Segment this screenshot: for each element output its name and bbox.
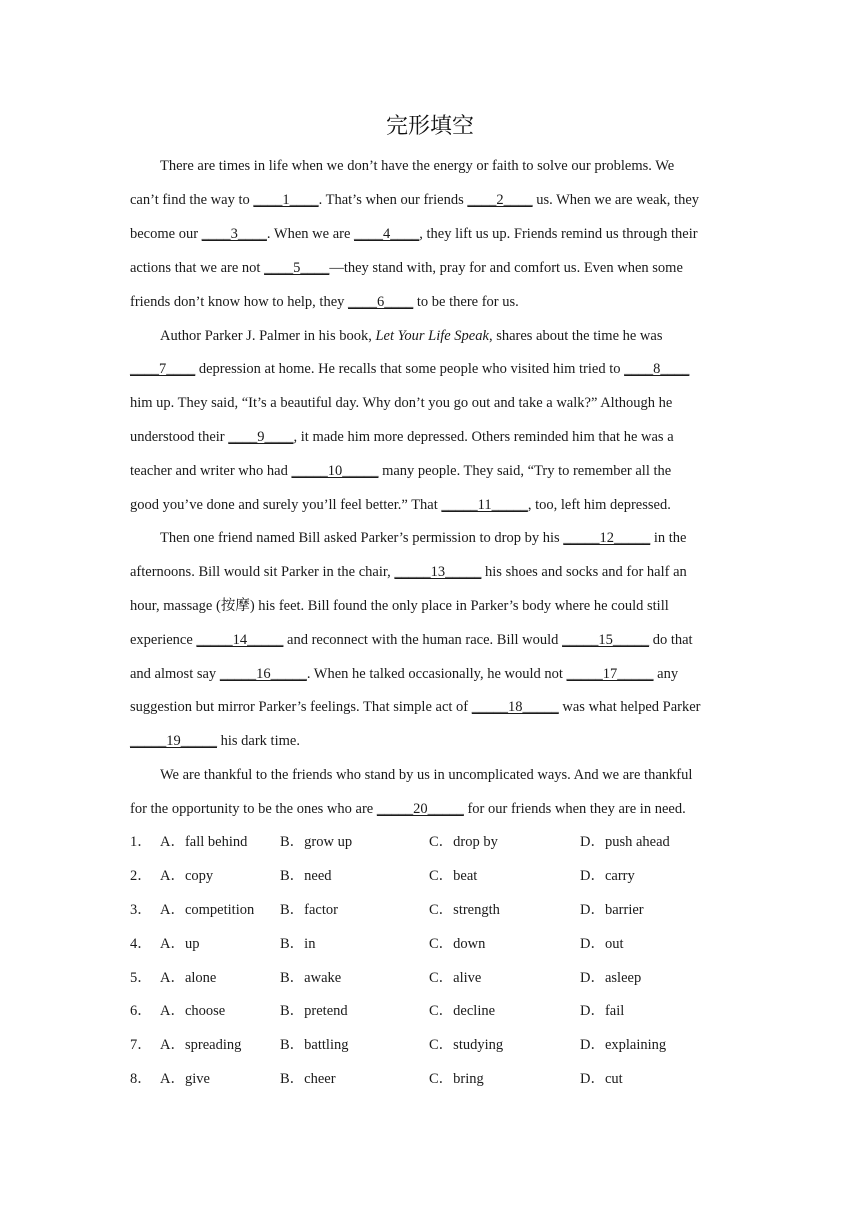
option-d[interactable]: D．carry (580, 868, 635, 884)
blank-19: _____19_____ (130, 733, 217, 749)
option-a[interactable]: 2． A．copy (130, 868, 214, 884)
passage-line: ____7____ depression at home. He recalls that some people who visited him tried to ____8____ (130, 361, 690, 377)
passage-line: become our ____3____. When we are ____4____, they lift us up. Friends remind us through their (130, 226, 698, 242)
passage-line: _____19_____ his dark time. (130, 733, 300, 749)
passage-line: hour, massage (按摩) his feet. Bill found the only place in Parker’s body where he could still (130, 598, 669, 614)
question-options (130, 1068, 730, 1090)
passage-line: teacher and writer who had _____10_____ many people. They said, “Try to remember all the (130, 463, 672, 479)
blank-15: _____15_____ (562, 632, 650, 648)
question-options (130, 899, 730, 921)
blank-3: ____3____ (201, 226, 267, 242)
passage-line: Author Parker J. Palmer in his book, Let Your Life Speak, shares about the time he was (160, 328, 663, 344)
option-b[interactable]: B．grow up (280, 834, 353, 850)
passage-line: afternoons. Bill would sit Parker in the chair, _____13_____ his shoes and socks and for half an (130, 564, 687, 580)
option-b[interactable]: B．pretend (280, 1003, 348, 1019)
option-a[interactable]: 4． A．up (130, 936, 200, 952)
question-options (130, 1000, 730, 1022)
option-b[interactable]: B．in (280, 936, 316, 952)
page-title: 完形填空 (385, 114, 474, 139)
blank-8: ____8____ (624, 361, 690, 377)
option-a[interactable]: 1． A．fall behind (130, 834, 248, 850)
blank-1: ____1____ (253, 192, 319, 208)
option-d[interactable]: D．fail (580, 1003, 625, 1019)
blank-9: ____9____ (228, 429, 294, 445)
blank-13: _____13_____ (394, 564, 482, 580)
passage-line: can’t find the way to ____1____. That’s when our friends ____2____ us. When we are weak, they (130, 192, 700, 208)
book-title: Let Your Life Speak (375, 328, 489, 344)
blank-4: ____4____ (354, 226, 420, 242)
option-a[interactable]: 3． A．competition (130, 902, 255, 918)
question-options (130, 933, 730, 955)
passage-line: understood their ____9____, it made him more depressed. Others reminded him that he was a (130, 429, 674, 445)
passage-line: good you’ve done and surely you’ll feel better.” That _____11_____, too, left him depressed. (130, 497, 671, 513)
passage-line: There are times in life when we don’t have the energy or faith to solve our problems. We (160, 158, 675, 174)
option-d[interactable]: D．out (580, 936, 624, 952)
option-a[interactable]: 5． A．alone (130, 970, 217, 986)
option-d[interactable]: D．asleep (580, 970, 642, 986)
option-c[interactable]: C．decline (429, 1003, 496, 1019)
option-d[interactable]: D．barrier (580, 902, 644, 918)
option-d[interactable]: D．push ahead (580, 834, 670, 850)
option-b[interactable]: B．battling (280, 1037, 349, 1053)
option-a[interactable]: 6． A．choose (130, 1003, 226, 1019)
blank-6: ____6____ (348, 294, 414, 310)
question-options (130, 967, 730, 989)
passage-line: friends don’t know how to help, they ____6____ to be there for us. (130, 294, 519, 310)
passage-line: for the opportunity to be the ones who are _____20_____ for our friends when they are in need. (130, 801, 686, 817)
option-c[interactable]: C．drop by (429, 834, 498, 850)
option-d[interactable]: D．explaining (580, 1037, 667, 1053)
passage-line: suggestion but mirror Parker’s feelings. That simple act of _____18_____ was what helped Parker (130, 699, 701, 715)
passage-line: We are thankful to the friends who stand by us in uncomplicated ways. And we are thankful (160, 767, 693, 783)
question-options (130, 831, 730, 853)
passage-line: actions that we are not ____5____—they stand with, pray for and comfort us. Even when some (130, 260, 683, 276)
passage-line: experience _____14_____ and reconnect with the human race. Bill would _____15_____ do that (130, 632, 693, 648)
option-c[interactable]: C．alive (429, 970, 482, 986)
blank-10: _____10_____ (291, 463, 379, 479)
passage-line: him up. They said, “It’s a beautiful day. Why don’t you go out and take a walk?” Although he (130, 395, 673, 411)
passage-line: Then one friend named Bill asked Parker’s permission to drop by his _____12_____ in the (160, 530, 687, 546)
blank-11: _____11_____ (441, 497, 528, 513)
blank-2: ____2____ (467, 192, 533, 208)
option-a[interactable]: 8． A．give (130, 1071, 210, 1087)
option-b[interactable]: B．need (280, 868, 332, 884)
option-a[interactable]: 7． A．spreading (130, 1037, 242, 1053)
option-b[interactable]: B．cheer (280, 1071, 336, 1087)
option-b[interactable]: B．awake (280, 970, 342, 986)
option-d[interactable]: D．cut (580, 1071, 623, 1087)
blank-17: _____17_____ (566, 666, 654, 682)
option-c[interactable]: C．strength (429, 902, 500, 918)
passage-line: and almost say _____16_____. When he talked occasionally, he would not _____17_____ any (130, 666, 679, 682)
question-options (130, 1034, 730, 1056)
blank-16: _____16_____ (219, 666, 307, 682)
blank-18: _____18_____ (471, 699, 559, 715)
blank-5: ____5____ (264, 260, 330, 276)
blank-7: ____7____ (130, 361, 196, 377)
option-b[interactable]: B．factor (280, 902, 338, 918)
blank-14: _____14_____ (196, 632, 284, 648)
option-c[interactable]: C．down (429, 936, 486, 952)
option-c[interactable]: C．bring (429, 1071, 484, 1087)
option-c[interactable]: C．beat (429, 868, 478, 884)
question-options (130, 865, 730, 887)
blank-12: _____12_____ (563, 530, 651, 546)
blank-20: _____20_____ (376, 801, 464, 817)
option-c[interactable]: C．studying (429, 1037, 504, 1053)
